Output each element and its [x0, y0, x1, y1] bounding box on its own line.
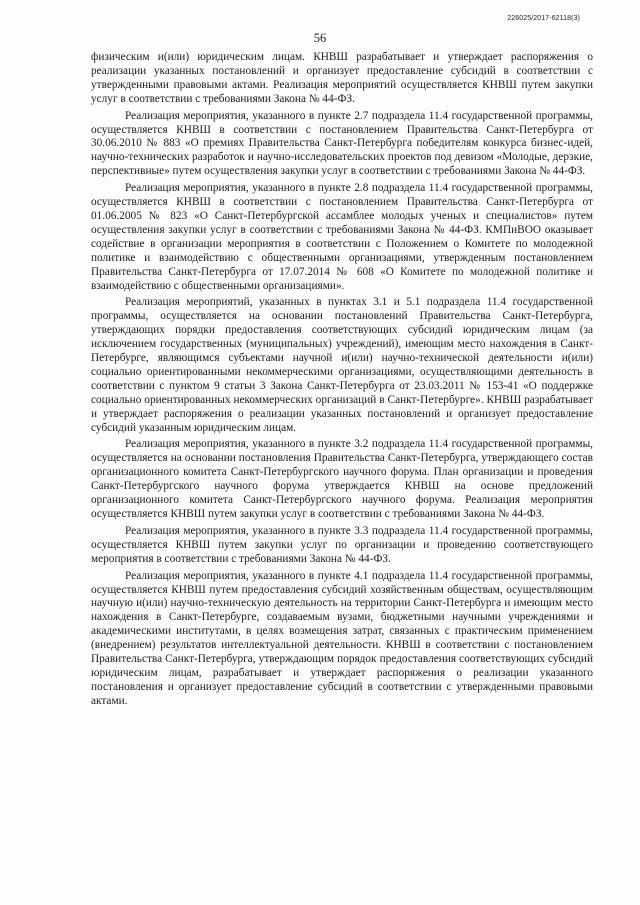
document-registration-number: 226025/2017-62118(3): [507, 15, 580, 22]
paragraph-measure-4-1: Реализация мероприятия, указанного в пункте 4.1 подраздела 11.4 государственной программы, осуществляется КНВШ путем предоставления субсидий хозяйственным обществам, осуществляющим научную и(или) научно-техническую деятельность на территории Санкт-Петербурга и имеющим место нахождения в Санкт-Петербурге, создаваемым вузами, бюджетными научными учреждениями и академическими институтами, в целях возмещения затрат, связанных с практическим применением (внедрением) результатов интеллектуальной деятельности. КНВШ в соответствии с постановлением Правительства Санкт-Петербурга, утверждающим порядок предоставления соответствующих субсидий юридическим лицам, разрабатывает и утверждает распоряжения о реализации указанного постановления и организует предоставление субсидий в соответствии с утвержденными правовыми актами.: [91, 569, 593, 707]
paragraph-measure-3-3: Реализация мероприятия, указанного в пункте 3.3 подраздела 11.4 государственной программы, осуществляется КНВШ путем закупки услуг по организации и проведению соответствующего мероприятия в соответствии с требованиями Закона № 44-ФЗ.: [91, 524, 593, 565]
paragraph-measure-2-8: Реализация мероприятия, указанного в пункте 2.8 подраздела 11.4 государственной программы, осуществляется КНВШ в соответствии с постановлением Правительства Санкт-Петербурга от 01.06.2005 № 823 «О Санкт-Петербургской ассамблее молодых ученых и специалистов» путем осуществления закупки услуг в соответствии с требованиями Закона № 44-ФЗ. КМПиВОО оказывает содействие в организации мероприятия в соответствии с Положением о Комитете по молодежной политике и взаимодействию с общественными организациями, утвержденным постановлением Правительства Санкт-Петербурга от 17.07.2014 № 608 «О Комитете по молодежной политике и взаимодействию с общественными организациями».: [91, 182, 593, 292]
paragraph-continuation: физическим и(или) юридическим лицам. КНВШ разрабатывает и утверждает распоряжения о реализации указанных постановлений и организует предоставление субсидий в соответствии с утвержденными правовыми актами. Реализация мероприятий осуществляется КНВШ путем закупки услуг в соответствии с требованиями Закона № 44-ФЗ.: [91, 51, 593, 105]
paragraph-measure-2-7: Реализация мероприятия, указанного в пункте 2.7 подраздела 11.4 государственной программы, осуществляется КНВШ в соответствии с постановлением Правительства Санкт-Петербурга от 30.06.2010 № 883 «О премиях Правительства Санкт-Петербурга победителям конкурса бизнес-идей, научно-технических разработок и научно-исследовательских проектов под девизом «Молодые, дерзкие, перспективные» путем осуществления закупки услуг в соответствии с требованиями Закона № 44-ФЗ.: [91, 109, 593, 178]
paragraph-measures-3-1-5-1: Реализация мероприятий, указанных в пунктах 3.1 и 5.1 подраздела 11.4 государственной программы, осуществляется на основании постановлений Правительства Санкт-Петербурга, утверждающих порядки предоставления соответствующих субсидий юридическим лицам (за исключением государственных (муниципальных) учреждений), имеющим место нахождения в Санкт-Петербурге, являющимся субъектами научной и(или) научно-технической деятельности и(или) социально ориентированными некоммерческими организациями, осуществляющими деятельность в соответствии с пунктом 9 статьи 3 Закона Санкт-Петербурга от 23.03.2011 № 153-41 «О поддержке социально ориентированных некоммерческих организаций в Санкт-Петербурге». КНВШ разрабатывает и утверждает распоряжения о реализации указанных постановлений и организует предоставление субсидий указанным юридическим лицам.: [91, 296, 593, 434]
paragraph-measure-3-2: Реализация мероприятия, указанного в пункте 3.2 подраздела 11.4 государственной программы, осуществляется на основании постановления Правительства Санкт-Петербурга, утверждающего состав организационного комитета Санкт-Петербургского научного форума. План организации и проведения Санкт-Петербургского научного форума утверждается КНВШ на основе предложений организационного комитета Санкт-Петербургского научного форума. Реализация мероприятия осуществляется КНВШ путем закупки услуг в соответствии с требованиями Закона № 44-ФЗ.: [91, 438, 593, 520]
page-number: 56: [313, 31, 327, 45]
document-body: [91, 51, 593, 709]
